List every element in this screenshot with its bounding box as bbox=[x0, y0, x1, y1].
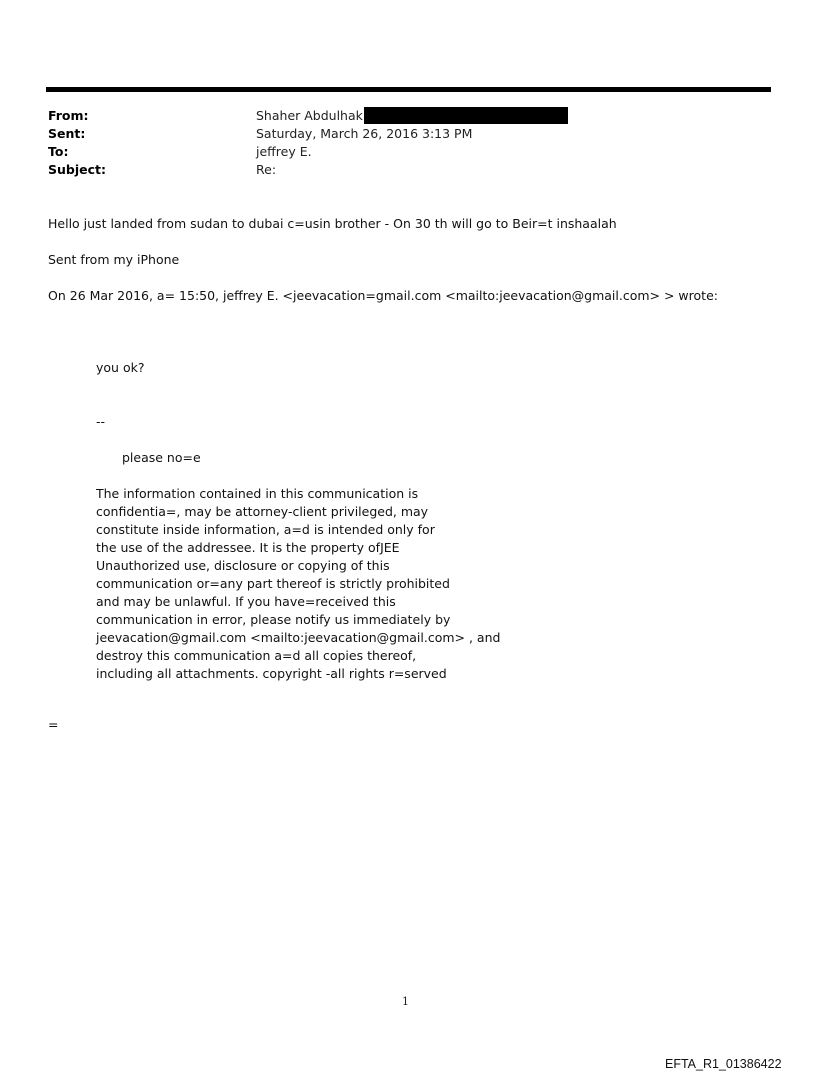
from-value: Shaher Abdulhak bbox=[256, 108, 363, 123]
disclaimer-line: the use of the addressee. It is the property ofJEE bbox=[96, 540, 400, 555]
disclaimer-line: and may be unlawful. If you have=received this bbox=[96, 594, 396, 609]
disclaimer-line: Unauthorized use, disclosure or copying of this bbox=[96, 558, 390, 573]
subject-value: Re: bbox=[256, 162, 277, 177]
disclaimer-line: communication or=any part thereof is strictly prohibited bbox=[96, 576, 450, 591]
disclaimer-line: confidentia=, may be attorney-client privileged, may bbox=[96, 504, 429, 519]
sent-label: Sent: bbox=[48, 126, 86, 141]
disclaimer-block bbox=[96, 485, 500, 683]
sent-value: Saturday, March 26, 2016 3:13 PM bbox=[256, 126, 473, 141]
to-label: To: bbox=[48, 144, 69, 159]
subject-label: Subject: bbox=[48, 162, 106, 177]
to-value: jeffrey E. bbox=[256, 144, 312, 159]
signature-text: Sent from my iPhone bbox=[48, 252, 180, 267]
disclaimer-line: constitute inside information, a=d is intended only for bbox=[96, 522, 435, 537]
disclaimer-line: destroy this communication a=d all copies thereof, bbox=[96, 648, 417, 663]
disclaimer-line: jeevacation@gmail.com <mailto:jeevacation@gmail.com> , and bbox=[96, 630, 501, 645]
disclaimer-line: The information contained in this communication is bbox=[96, 486, 419, 501]
disclaimer-line: including all attachments. copyright -all rights r=served bbox=[96, 666, 447, 681]
trailing-mark: = bbox=[48, 717, 59, 732]
header-rule bbox=[46, 87, 771, 92]
page-number: 1 bbox=[402, 995, 409, 1008]
sig-separator: -- bbox=[96, 414, 106, 429]
disclaimer-line: communication in error, please notify us immediately by bbox=[96, 612, 451, 627]
please-note: please no=e bbox=[122, 450, 201, 465]
quoted-message: you ok? bbox=[96, 360, 145, 375]
redaction-bar bbox=[364, 107, 568, 124]
quote-intro: On 26 Mar 2016, a= 15:50, jeffrey E. <jeevacation=gmail.com <mailto:jeevacation@gmail.com> > wrote: bbox=[48, 288, 718, 303]
document-id: EFTA_R1_01386422 bbox=[665, 1057, 782, 1071]
from-label: From: bbox=[48, 108, 89, 123]
message-text: Hello just landed from sudan to dubai c=usin brother - On 30 th will go to Beir=t inshaalah bbox=[48, 216, 617, 231]
